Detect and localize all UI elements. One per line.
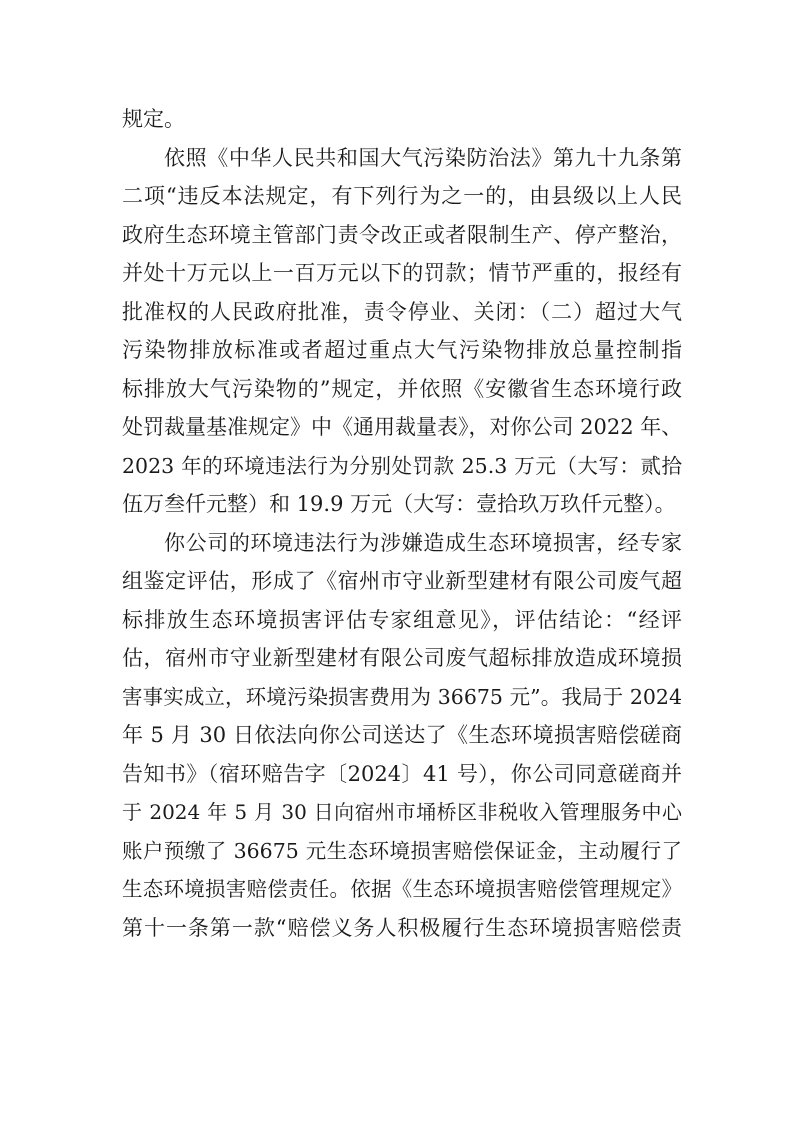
text-line: 估，宿州市守业新型建材有限公司废气超标排放造成环境损 xyxy=(122,646,682,670)
text-line: 组鉴定评估，形成了《宿州市守业新型建材有限公司废气超 xyxy=(122,569,682,593)
text-line: 害事实成立，环境污染损害费用为 36675 元”。我局于 2024 xyxy=(122,684,682,709)
text-line: 处罚裁量基准规定》中《通用裁量表》，对你公司 2022 年、 xyxy=(122,415,683,439)
text-line: 并处十万元以上一百万元以下的罚款；情节严重的，报经有 xyxy=(122,261,682,285)
text-line: 账户预缴了 36675 元生态环境损害赔偿保证金，主动履行了 xyxy=(122,838,682,863)
text-line: 于 2024 年 5 月 30 日向宿州市埇桥区非税收入管理服务中心 xyxy=(122,800,682,824)
text-line: 伍万叁仟元整）和 19.9 万元（大写：壹拾玖万玖仟元整）。 xyxy=(122,492,676,516)
text-line: 污染物排放标准或者超过重点大气污染物排放总量控制指 xyxy=(122,338,682,362)
text-line: 2023 年的环境违法行为分别处罚款 25.3 万元（大写：贰拾 xyxy=(122,453,682,478)
text-line: 规定。 xyxy=(122,107,185,131)
text-line: 依照《中华人民共和国大气污染防治法》第九十九条第 xyxy=(164,145,682,170)
text-line: 政府生态环境主管部门责令改正或者限制生产、停产整治， xyxy=(122,222,682,247)
text-line: 第十一条第一款“赔偿义务人积极履行生态环境损害赔偿责 xyxy=(122,915,682,940)
text-line: 标排放生态环境损害评估专家组意见》，评估结论：“经评 xyxy=(122,607,682,632)
text-line: 你公司的环境违法行为涉嫌造成生态环境损害，经专家 xyxy=(164,530,682,555)
text-line: 批准权的人民政府批准，责令停业、关闭：（二）超过大气 xyxy=(122,299,682,324)
text-line: 年 5 月 30 日依法向你公司送达了《生态环境损害赔偿磋商 xyxy=(122,723,682,747)
text-line: 二项“违反本法规定，有下列行为之一的，由县级以上人民 xyxy=(122,184,682,208)
text-line: 生态环境损害赔偿责任。依据《生态环境损害赔偿管理规定》 xyxy=(122,877,682,901)
text-line: 告知书》（宿环赔告字〔2024〕41 号），你公司同意磋商并 xyxy=(122,761,682,786)
document-body xyxy=(122,100,682,947)
text-line: 标排放大气污染物的”规定，并依照《安徽省生态环境行政 xyxy=(122,376,682,401)
